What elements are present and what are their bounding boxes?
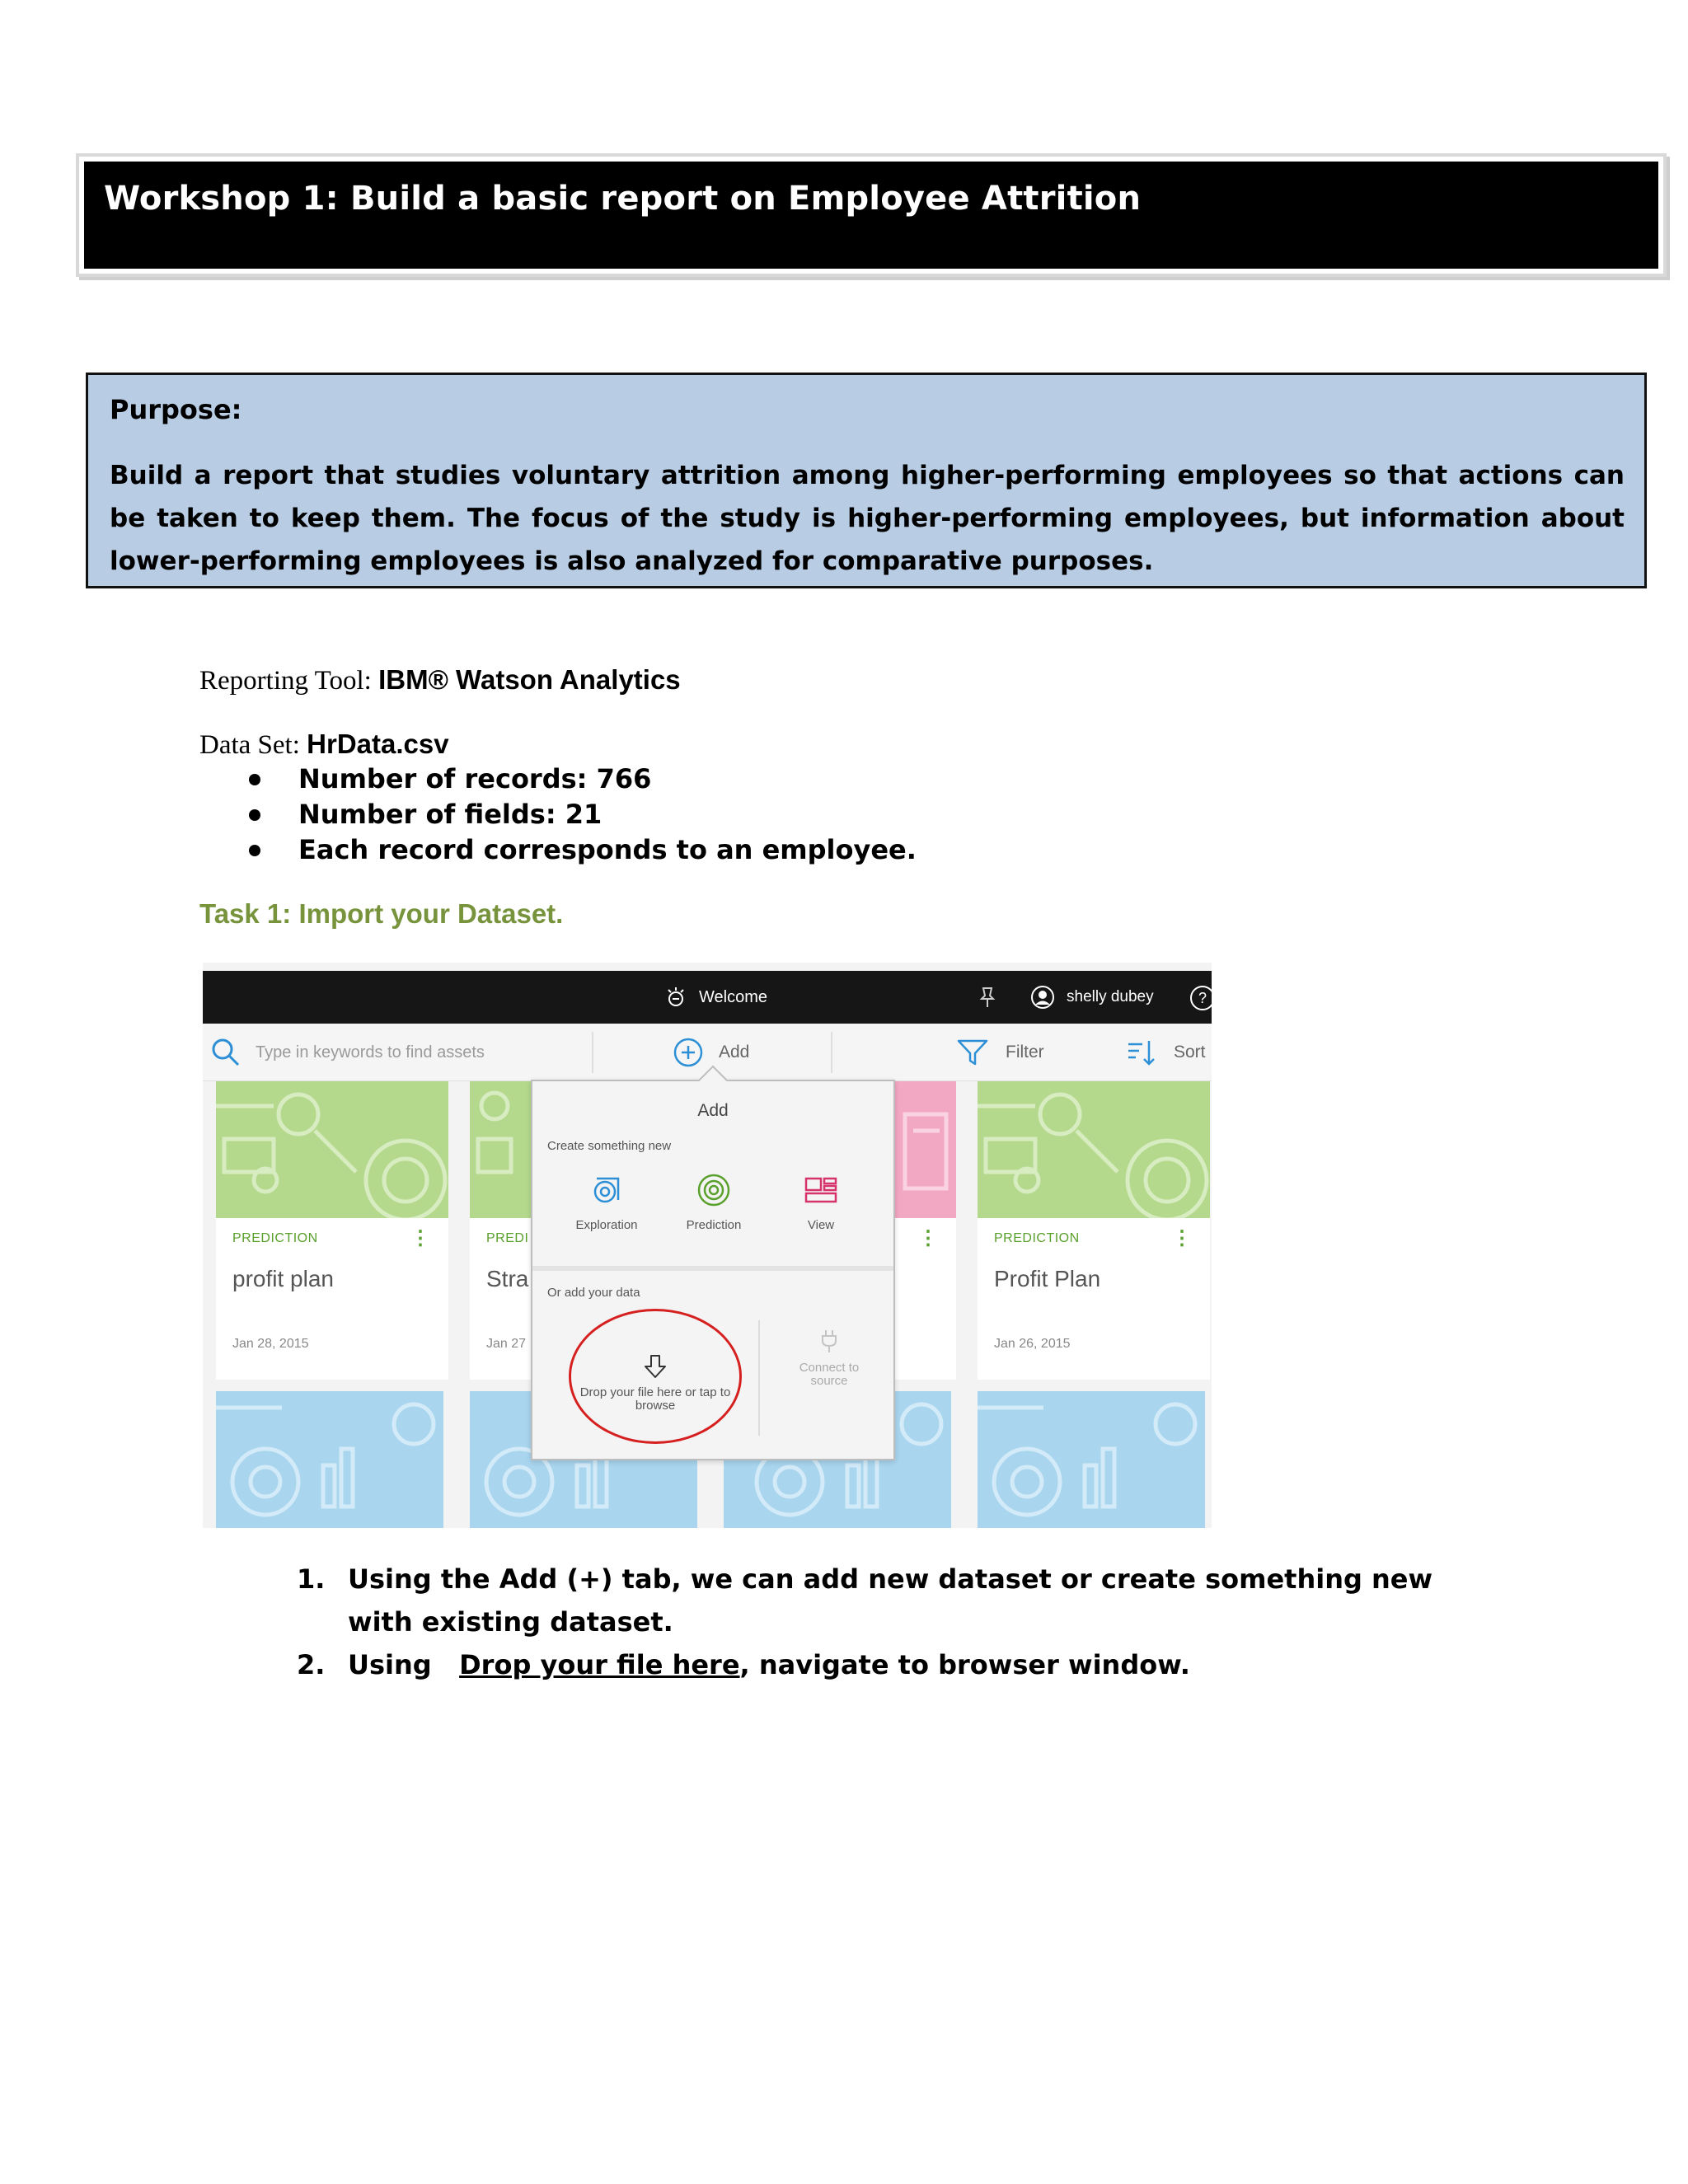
popover-divider — [532, 1266, 893, 1271]
connect-to-source-label: Connect to source — [799, 1361, 860, 1388]
bullet-icon — [249, 845, 260, 856]
prediction-option[interactable] — [664, 1172, 763, 1232]
tile-thumbnail — [978, 1081, 1210, 1218]
popover-vertical-divider — [758, 1320, 760, 1436]
step-item — [297, 1558, 1500, 1643]
bullet-icon — [249, 809, 260, 821]
filter-label: Filter — [1006, 1043, 1044, 1062]
add-data-label: Or add your data — [547, 1286, 640, 1300]
tile-title: Stra — [486, 1266, 529, 1291]
reporting-tool-label: Reporting Tool: — [199, 666, 379, 696]
tile-thumbnail — [216, 1081, 448, 1218]
sort-icon — [1126, 1038, 1157, 1067]
plug-icon — [820, 1329, 838, 1353]
tile-title: Profit Plan — [994, 1266, 1101, 1291]
tile-type: PREDICTION — [994, 1231, 1080, 1245]
dataset-facts-list — [247, 762, 917, 868]
step-text: Using the Add (+) tab, we can add new dataset or create something new with existing dataset. — [348, 1563, 1433, 1638]
step-text-prefix: Using — [348, 1649, 460, 1680]
add-circle-icon — [673, 1037, 704, 1068]
pin-icon[interactable] — [978, 986, 997, 1009]
tile-date: Jan 28, 2015 — [232, 1337, 309, 1351]
list-item — [247, 762, 917, 797]
download-arrow-icon — [643, 1353, 668, 1380]
step-number: 1. — [297, 1563, 326, 1595]
exploration-label: Exploration — [575, 1218, 638, 1232]
popover-title: Add — [697, 1101, 729, 1120]
list-item-text: Number of records: 766 — [298, 763, 652, 794]
view-option[interactable] — [771, 1172, 870, 1232]
exploration-option[interactable] — [557, 1172, 656, 1232]
help-button[interactable]: ? — [1190, 986, 1212, 1010]
title-frame — [76, 153, 1667, 277]
toolbar-divider — [831, 1032, 832, 1073]
drop-file-link[interactable]: Drop your file here — [459, 1649, 740, 1680]
asset-tile[interactable] — [216, 1081, 448, 1380]
prediction-icon — [696, 1172, 732, 1208]
exploration-pattern-icon — [216, 1391, 443, 1528]
welcome-label: Welcome — [699, 987, 767, 1006]
exploration-icon — [588, 1172, 625, 1208]
list-item — [247, 797, 917, 832]
user-name: shelly dubey — [1067, 988, 1154, 1005]
step-item — [297, 1643, 1500, 1686]
filter-icon — [956, 1038, 989, 1067]
dataset-line — [199, 729, 449, 761]
list-item-text: Each record corresponds to an employee. — [298, 834, 917, 865]
title-banner — [84, 162, 1658, 269]
dataset-value: HrData.csv — [307, 729, 449, 759]
sort-label: Sort — [1174, 1043, 1206, 1062]
dataset-label: Data Set: — [199, 730, 307, 760]
app-topbar — [203, 971, 1212, 1024]
watson-screenshot — [203, 963, 1212, 1528]
tile-title: profit plan — [232, 1266, 334, 1291]
connect-to-source-option[interactable] — [780, 1329, 879, 1388]
reporting-tool-value: IBM® Watson Analytics — [378, 664, 681, 695]
prediction-pattern-icon — [978, 1081, 1210, 1218]
tile-date: Jan 26, 2015 — [994, 1337, 1071, 1351]
instruction-steps — [297, 1558, 1500, 1686]
user-avatar-icon — [1030, 985, 1055, 1010]
more-options-icon[interactable]: ⋮ — [918, 1227, 938, 1249]
view-label: View — [807, 1218, 835, 1232]
list-item — [247, 832, 917, 868]
asset-tile-thumbnail[interactable] — [216, 1391, 443, 1528]
more-options-icon[interactable]: ⋮ — [1172, 1227, 1192, 1249]
drop-file-zone[interactable] — [569, 1309, 742, 1444]
prediction-pattern-icon — [216, 1081, 448, 1218]
reporting-tool-line — [199, 664, 681, 696]
welcome-tab[interactable] — [664, 971, 767, 1024]
step-text-suffix: , navigate to browser window. — [739, 1649, 1190, 1680]
asset-search[interactable] — [211, 1024, 485, 1081]
purpose-label: Purpose: — [110, 394, 242, 425]
list-item-text: Number of fields: 21 — [298, 799, 603, 830]
drop-file-label: Drop your file here or tap to browse — [579, 1385, 731, 1413]
search-icon — [211, 1038, 241, 1067]
sort-button[interactable] — [1126, 1024, 1206, 1081]
bullet-icon — [249, 774, 260, 785]
filter-button[interactable] — [956, 1024, 1044, 1081]
add-label: Add — [719, 1043, 750, 1062]
search-input[interactable]: Type in keywords to find assets — [256, 1043, 485, 1062]
more-options-icon[interactable]: ⋮ — [410, 1227, 430, 1249]
exploration-pattern-icon — [978, 1391, 1205, 1528]
task-heading: Task 1: Import your Dataset. — [199, 898, 564, 929]
view-icon — [803, 1172, 839, 1208]
purpose-text: Build a report that studies voluntary attrition among higher-performing employees so that actions can be taken to keep them. The focus of the study is higher-performing employees, but information about lower-performing employees is also analyzed for comparative purposes. — [110, 461, 1625, 576]
asset-tile-thumbnail[interactable] — [978, 1391, 1205, 1528]
purpose-box — [86, 373, 1647, 588]
asset-tile[interactable] — [978, 1081, 1210, 1380]
watson-logo-icon — [664, 986, 687, 1009]
page-title: Workshop 1: Build a basic report on Employee Attrition — [104, 180, 1142, 218]
create-new-label: Create something new — [547, 1139, 672, 1153]
tile-type: PREDICTION — [232, 1231, 318, 1245]
user-menu[interactable] — [1030, 971, 1154, 1024]
add-popover — [531, 1080, 895, 1460]
prediction-label: Prediction — [686, 1218, 742, 1232]
tile-date: Jan 27 — [486, 1337, 527, 1351]
step-number: 2. — [297, 1649, 326, 1680]
toolbar-divider — [592, 1032, 593, 1073]
tile-type: PREDI — [486, 1231, 529, 1245]
